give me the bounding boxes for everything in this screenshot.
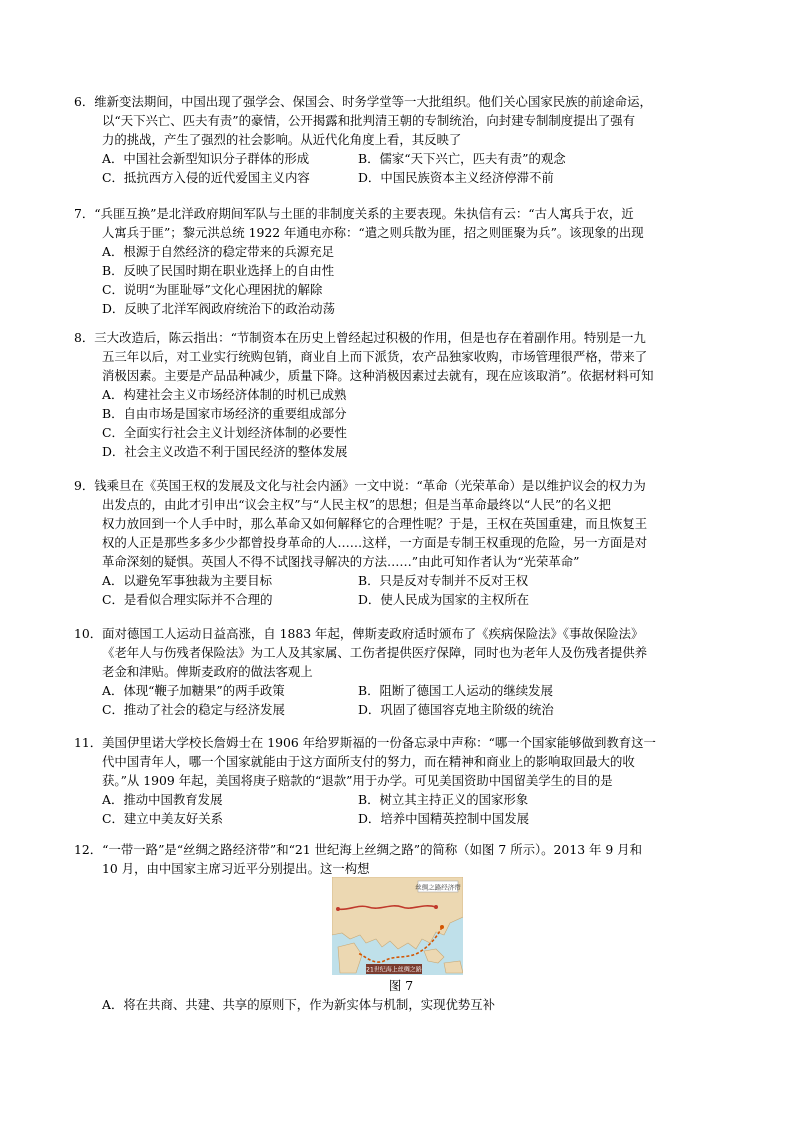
belt-and-road-map <box>332 877 463 975</box>
question-text-line: 权力放回到一个人手中时，那么革命又如何解释它的合理性呢？于是，王权在英国重建，而且恢复王 <box>102 516 648 531</box>
option-d[interactable]: D．培养中国精英控制中国发展 <box>358 811 530 826</box>
option-a[interactable]: A．中国社会新型知识分子群体的形成 <box>102 151 310 166</box>
question-6 <box>74 92 724 187</box>
option-b[interactable]: B．儒家“天下兴亡，匹夫有责”的观念 <box>358 151 566 166</box>
option-b[interactable]: B．反映了民国时期在职业选择上的自由性 <box>102 263 335 278</box>
question-text-line: 《老年人与伤残者保险法》为工人及其家属、工伤者提供医疗保障，同时也为老年人及伤残者提供养 <box>102 645 648 660</box>
option-c[interactable]: C．是看似合理实际并不合理的 <box>102 592 273 607</box>
question-text-line: 美国伊里诺大学校长詹姆士在 1906 年给罗斯福的一份备忘录中声称：“哪一个国家能够做到教育这一 <box>102 735 656 750</box>
question-text-line: 人寓兵于匪”；黎元洪总统 1922 年通电亦称：“遣之则兵散为匪，招之则匪聚为兵”。该现象的出现 <box>102 225 644 240</box>
options <box>74 681 724 719</box>
question-number: 8． <box>74 330 95 345</box>
question-text-line: 以“天下兴亡、匹夫有责”的豪情，公开揭露和批判清王朝的专制统治，向封建专制制度提出了强有 <box>102 113 636 128</box>
question-text-line: 维新变法期间，中国出现了强学会、保国会、时务学堂等一大批组织。他们关心国家民族的前途命运， <box>94 94 652 109</box>
option-b[interactable]: B．树立其主持正义的国家形象 <box>358 792 529 807</box>
option-a[interactable]: A．体现“鞭子加糖果”的两手政策 <box>102 683 285 698</box>
question-text-line: 五三年以后，对工业实行统购包销，商业自上而下派货，农产品独家收购，市场管理很严格，带来了 <box>102 349 648 364</box>
question-number: 10． <box>74 626 103 641</box>
question-number: 9． <box>74 478 95 493</box>
option-a[interactable]: A．根源于自然经济的稳定带来的兵源充足 <box>102 244 334 259</box>
option-d[interactable]: D．社会主义改造不利于国民经济的整体发展 <box>102 444 348 459</box>
option-a[interactable]: A．将在共商、共建、共享的原则下，作为新实体与机制，实现优势互补 <box>102 997 496 1012</box>
question-text-line: 代中国青年人，哪一个国家就能由于这方面所支付的努力，而在精神和商业上的影响取回最大的收 <box>102 754 635 769</box>
question-text-line: 钱乘旦在《英国王权的发展及文化与社会内涵》一文中说：“革命（光荣革命）是以维护议会的权力为 <box>94 478 646 493</box>
options <box>74 790 724 828</box>
question-text-line: 老金和津贴。俾斯麦政府的做法客观上 <box>102 664 313 679</box>
option-c[interactable]: C．抵抗西方入侵的近代爱国主义内容 <box>102 170 310 185</box>
question-text-line: 三大改造后，陈云指出：“节制资本在历史上曾经起过积极的作用，但是也存在着副作用。特别是一九 <box>94 330 646 345</box>
map-image <box>332 877 463 975</box>
map-label-sea: 21世纪海上丝绸之路 <box>366 966 422 974</box>
question-12-options <box>74 995 724 1014</box>
question-text-line: 面对德国工人运动日益高涨，自 1883 年起，俾斯麦政府适时颁布了《疾病保险法》《事故保险法》 <box>102 626 644 641</box>
option-c[interactable]: C．建立中美友好关系 <box>102 811 223 826</box>
question-text-line: 权的人正是那些多多少少都曾投身革命的人……这样，一方面是专制王权重现的危险，另一方面是对 <box>102 535 648 550</box>
question-text-line: 获。”从 1909 年起，美国将庚子赔款的“退款”用于办学。可见美国资助中国留美学生的目的是 <box>102 773 613 788</box>
option-d[interactable]: D．巩固了德国容克地主阶级的统治 <box>358 702 554 717</box>
question-8 <box>74 328 724 461</box>
question-number: 11． <box>74 735 103 750</box>
option-d[interactable]: D．中国民族资本主义经济停滞不前 <box>358 170 554 185</box>
option-c[interactable]: C．全面实行社会主义计划经济体制的必要性 <box>102 425 347 440</box>
question-7 <box>74 204 724 318</box>
options <box>74 571 724 609</box>
question-9 <box>74 476 724 609</box>
option-b[interactable]: B．阻断了德国工人运动的继续发展 <box>358 683 553 698</box>
question-text-line: 出发点的，由此才引申出“议会主权”与“人民主权”的思想；但是当革命最终以“人民”的名义把 <box>102 497 611 512</box>
question-text-line: “兵匪互换”是北洋政府期间军队与土匪的非制度关系的主要表现。朱执信有云：“古人寓兵于农，近 <box>94 206 634 221</box>
option-d[interactable]: D．使人民成为国家的主权所在 <box>358 592 530 607</box>
option-b[interactable]: B．只是反对专制并不反对王权 <box>358 573 529 588</box>
question-text-line: 10 月，由中国家主席习近平分别提出。这一构想 <box>102 861 370 876</box>
question-number: 7． <box>74 206 95 221</box>
question-number: 6． <box>74 94 95 109</box>
option-c[interactable]: C．说明“为匪耻辱”文化心理困扰的解除 <box>102 282 323 297</box>
options <box>74 385 724 461</box>
map-label-land: 丝绸之路经济带 <box>415 883 461 892</box>
option-a[interactable]: A．构建社会主义市场经济体制的时机已成熟 <box>102 387 347 402</box>
options <box>74 995 724 1014</box>
question-10 <box>74 624 724 719</box>
option-b[interactable]: B．自由市场是国家市场经济的重要组成部分 <box>102 406 347 421</box>
question-number: 12． <box>74 842 103 857</box>
option-c[interactable]: C．推动了社会的稳定与经济发展 <box>102 702 285 717</box>
question-text-line: “一带一路”是“丝绸之路经济带”和“21 世纪海上丝绸之路”的简称（如图 7 所示）。2013 年 9 月和 <box>102 842 642 857</box>
options <box>74 149 724 187</box>
question-text-line: 力的挑战，产生了强烈的社会影响。从近代化角度上看，其反映了 <box>102 132 462 147</box>
option-d[interactable]: D．反映了北洋军阀政府统治下的政治动荡 <box>102 301 335 316</box>
figure-caption: 图 7 <box>388 978 414 993</box>
question-text-line: 消极因素。主要是产品品种减少，质量下降。这种消极因素过去就有，现在应该取消”。依据材料可知 <box>102 368 654 383</box>
option-a[interactable]: A．推动中国教育发展 <box>102 792 223 807</box>
question-text-line: 革命深刻的疑惧。英国人不得不试图找寻解决的方法……”由此可知作者认为“光荣革命” <box>102 554 580 569</box>
question-12 <box>74 840 724 878</box>
option-a[interactable]: A．以避免军事独裁为主要目标 <box>102 573 273 588</box>
options <box>74 242 724 318</box>
question-11 <box>74 733 724 828</box>
